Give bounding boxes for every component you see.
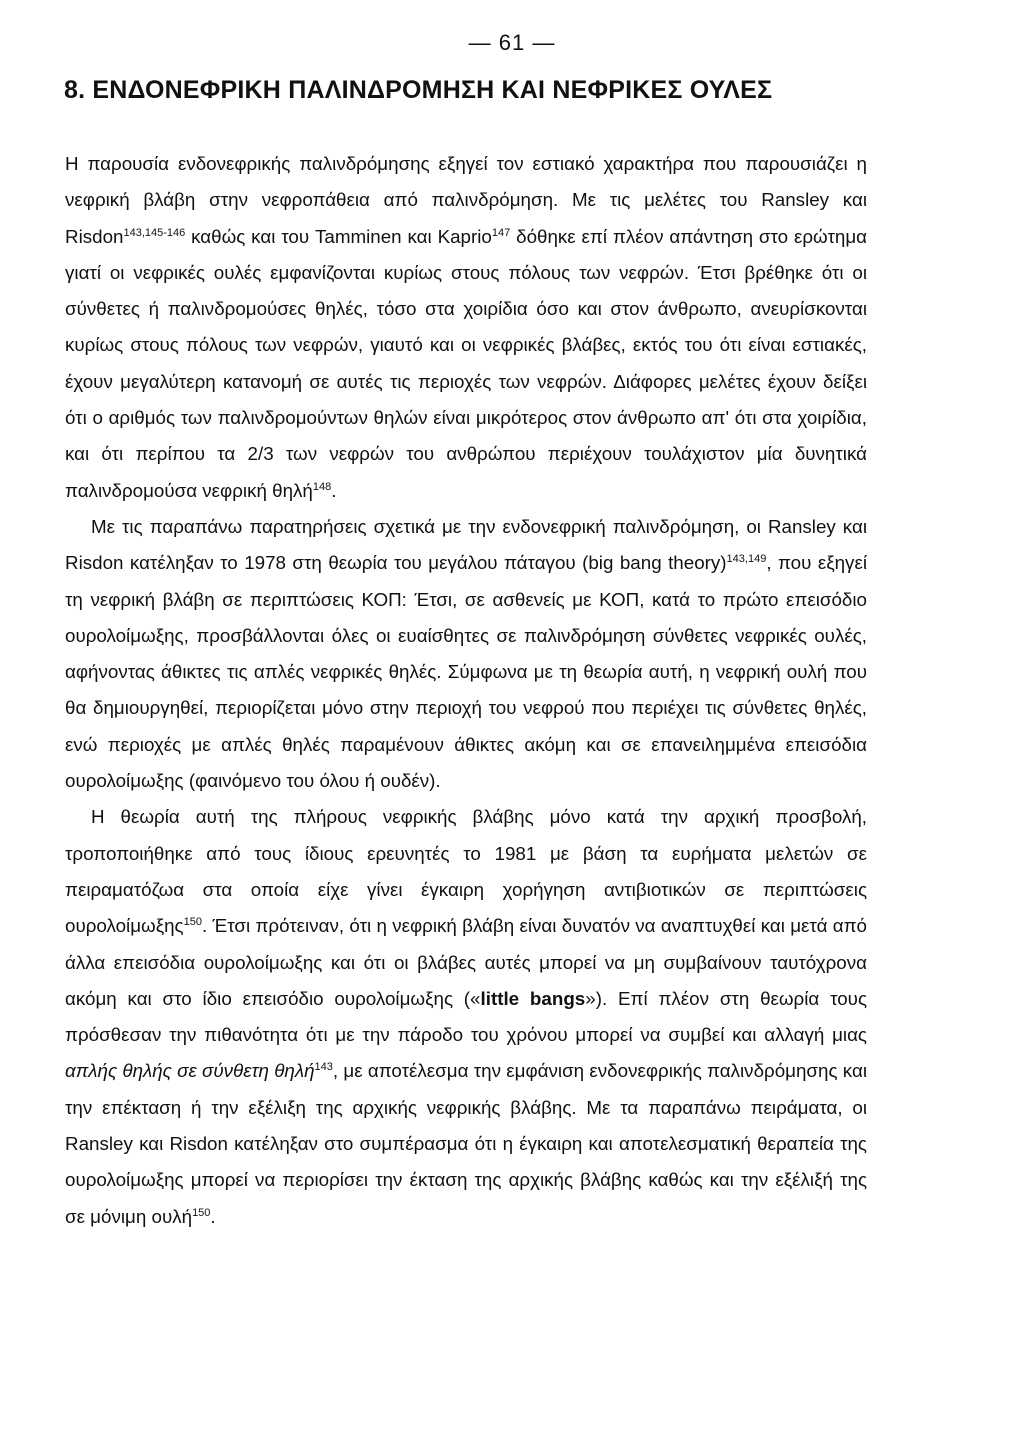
paragraph-text: Με τις παραπάνω παρατηρήσεις σχετικά με την ενδονεφρική παλινδρόμηση, οι Ransley και Risdon κατέληξαν το 1978 στη θεωρία του μεγάλου πάταγου (big bang theory) (65, 515, 867, 574)
paragraph-text: δόθηκε επί πλέον απάντηση στο ερώτημα γιατί οι νεφρικές ουλές εμφανίζονται κυρίως στους πόλους των νεφρών. Έτσι βρέθηκε ότι οι σύνθετες ή παλινδρομούσες θηλές, τόσο στα χοιρίδια όσο και στον άνθρωπο, ανευρίσκονται κυρίως στους πόλους των νεφρών, γιαυτό και οι νεφρικές βλάβες, εκτός του ότι είναι εστιακές, έχουν μεγαλύτερη κατανομή σε αυτές τις περιοχές των νεφρών. Διάφορες μελέτες έχουν δείξει ότι ο αριθμός των παλινδρομούντων θηλών είναι μικρότερος στον άνθρωπο απ' ότι στα χοιρίδια, και ότι περίπου τα 2/3 των νεφρών του ανθρώπου περιέχουν τουλάχιστον μία δυνητικά παλινδρομούσα νεφρική θηλή (65, 225, 867, 501)
citation-ref: 150 (183, 916, 202, 929)
bold-text: little bangs (480, 987, 586, 1009)
paragraph-text: , που εξηγεί τη νεφρική βλάβη σε περιπτώσεις ΚΟΠ: Έτσι, σε ασθενείς με ΚΟΠ, κατά το πρώτο επεισόδιο ουρολοίμωξης, προσβάλλονται όλες οι ευαίσθητες σε παλινδρόμηση σύνθετες νεφρικές ουλές, αφήνοντας άθικτες τις απλές νεφρικές θηλές. Σύμφωνα με τη θεωρία αυτή, η νεφρική ουλή που θα δημιουργηθεί, περιορίζεται μόνο στην περιοχή του νεφρού που περιέχει τις σύνθετες θηλές, ενώ περιοχές με απλές θηλές παραμένουν άθικτες ακόμη και σε επανειλημμένα επεισόδια ουρολοίμωξης (φαινόμενο του όλου ή ουδέν). (65, 552, 867, 792)
page-number: — 61 — (468, 30, 556, 55)
paragraph-2 (65, 509, 867, 799)
paragraph-text: . (331, 479, 337, 501)
paragraph-text: Η παρουσία ενδονεφρικής παλινδρόμησης εξηγεί τον εστιακό χαρακτήρα που παρουσιάζει η νεφρική βλάβη στην νεφροπάθεια από παλινδρόμηση. Με τις μελέτες του Ransley και Risdon (65, 153, 867, 247)
citation-ref: 150 (192, 1206, 211, 1219)
paragraph-text: »). Επί πλέον στη θεωρία τους πρόσθεσαν την πιθανότητα ότι με την πάροδο του χρόνου μπορεί να συμβεί και αλλαγή μιας (65, 987, 868, 1046)
citation-ref: 148 (312, 480, 332, 493)
paragraph-text: . (210, 1205, 216, 1227)
citation-ref: 143,145-146 (123, 226, 186, 239)
citation-ref: 143 (314, 1061, 333, 1074)
body-text (65, 146, 867, 1235)
paragraph-text: Η θεωρία αυτή της πλήρους νεφρικής βλάβης μόνο κατά την αρχική προσβολή, τροποποιήθηκε από τους ίδιους ερευνητές το 1981 με βάση τα ευρήματα μελετών σε πειραματόζωα στα οποία είχε γίνει έγκαιρη χορήγηση αντιβιοτικών σε περιπτώσεις ουρολοίμωξης (65, 806, 867, 937)
paragraph-text: . Έτσι πρότειναν, ότι η νεφρική βλάβη είναι δυνατόν να αναπτυχθεί και μετά από άλλα επεισόδια ουρολοίμωξης και ότι οι βλάβες αυτές μπορεί να μη συμβαίνουν ταυτόχρονα ακόμη και στο ίδιο επεισόδιο ουρολοίμωξης (« (65, 915, 867, 1009)
italic-text: απλής θηλής σε σύνθετη θηλή (65, 1060, 315, 1082)
paragraph-text: , με αποτέλεσμα την εμφάνιση ενδονεφρικής παλινδρόμησης και την επέκταση ή την εξέλιξη της αρχικής νεφρικής βλάβης. Με τα παραπάνω πειράματα, οι Ransley και Risdon κατέληξαν στο συμπέρασμα ότι η έγκαιρη και αποτελεσματική θεραπεία της ουρολοίμωξης μπορεί να περιορίσει την έκταση της αρχικής βλάβης καθώς και την εξέλιξή της σε μόνιμη ουλή (65, 1060, 867, 1227)
chapter-heading: 8. ΕΝΔΟΝΕΦΡΙΚΗ ΠΑΛΙΝΔΡΟΜΗΣΗ ΚΑΙ ΝΕΦΡΙΚΕΣ ΟΥΛΕΣ (64, 76, 773, 104)
paragraph-3 (65, 799, 867, 1235)
citation-ref: 143,149 (726, 553, 767, 566)
paragraph-text: καθώς και του Tamminen και Kaprio (185, 225, 492, 247)
paragraph-1 (65, 146, 867, 509)
citation-ref: 147 (491, 226, 511, 239)
